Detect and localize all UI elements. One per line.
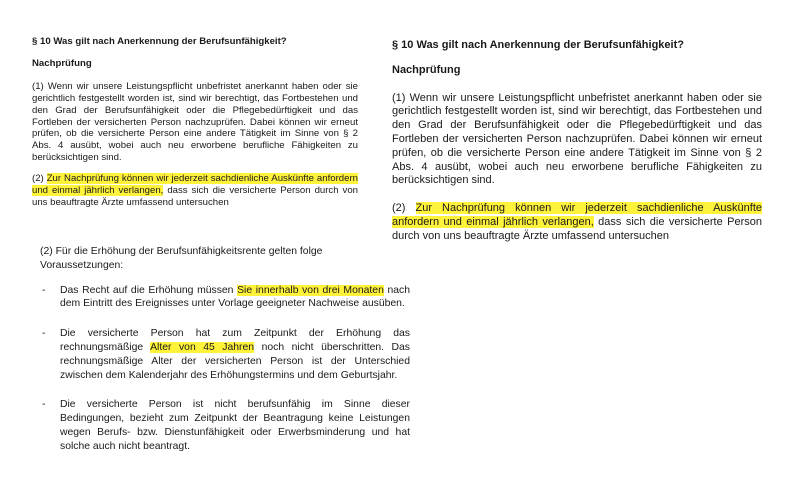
- paragraph-2-rest: dass sich die versicherte Person durch von uns beauftragte Ärzte umfassend untersuchen: [32, 185, 358, 208]
- document-excerpt-right: [392, 39, 762, 244]
- document-excerpt-left: [32, 36, 358, 208]
- list-item: [40, 327, 410, 382]
- paragraph-1: (1) Wenn wir unsere Leistungspflicht unbefristet anerkannt haben oder sie gerichtlich festgestellt worden ist, sind wir berechtigt, das Fortbestehen und den Grad der Berufsunfähigkeit oder die Pflegebedürftigkeit und das Fortleben der versicherten Person nachzuprüfen. Dabei können wir erneut prüfen, ob die versicherte Person eine andere Tätigkeit im Sinne von § 2 Abs. 4 ausübt, wobei auch neu erworbene berufliche Fähigkeiten zu berücksichtigen sind.: [392, 91, 762, 187]
- item-text-rest: noch nicht überschritten. Das rechnungsmäßige Alter der versicherten Person ist der Unterschied zwischen dem Kalenderjahr des Erhöhungstermins und dem Geburtsjahr.: [60, 341, 411, 381]
- section-title: § 10 Was gilt nach Anerkennung der Berufsunfähigkeit?: [392, 39, 684, 51]
- paragraph-2: [392, 202, 762, 243]
- item-text: Die versicherte Person ist nicht berufsunfähig im Sinne dieser Bedingungen, bezieht zum Zeitpunkt der Beantragung keine Leistungen wegen Berufs- bzw. Dienstunfähigkeit oder Erwerbsminderung und hat solche auch nicht beantragt.: [60, 399, 410, 452]
- list-item: [40, 398, 410, 453]
- paragraph-2: [32, 173, 358, 208]
- intro-line-2: Voraussetzungen:: [40, 259, 124, 271]
- item-text: Die versicherte Person hat zum Zeitpunkt der Erhöhung das rechnungsmäßige: [60, 328, 410, 353]
- highlighted-text: Zur Nachprüfung können wir jederzeit sachdienliche Auskünfte anfordern und einmal jährlich verlangen,: [392, 202, 762, 228]
- list-item: [40, 284, 410, 312]
- condition-list: [40, 284, 410, 454]
- paragraph-2-rest: dass sich die versicherte Person durch von uns beauftragte Ärzte umfassend untersuchen: [392, 215, 762, 242]
- paragraph-2-clip: [32, 173, 358, 208]
- paragraph-1: (1) Wenn wir unsere Leistungspflicht unbefristet anerkannt haben oder sie gerichtlich festgestellt worden ist, sind wir berechtigt, das Fortbestehen und den Grad der Berufsunfähigkeit oder die Pflegebedürftigkeit und das Fortleben der versicherten Person nachzuprüfen. Dabei können wir erneut prüfen, ob die versicherte Person eine andere Tätigkeit im Sinne von § 2 Abs. 4 ausübt, wobei auch neu erworbene berufliche Fähigkeiten zu berücksichtigen sind.: [32, 81, 358, 163]
- subsection-heading: Nachprüfung: [392, 63, 461, 76]
- intro-line-1: (2) Für die Erhöhung der Berufsunfähigkeitsrente gelten folge: [40, 246, 323, 257]
- item-text-rest: nach dem Eintritt des Ereignisses unter Vorlage geeigneter Nachweise ausüben.: [60, 284, 411, 310]
- paragraph-2-prefix: (2): [392, 202, 416, 215]
- highlighted-text: Sie innerhalb von drei Monaten: [237, 284, 384, 296]
- dash-bullet: -: [42, 284, 46, 296]
- paragraph-2-clip: [392, 202, 762, 244]
- subsection-heading: Nachprüfung: [32, 57, 92, 69]
- dash-bullet: -: [42, 399, 46, 411]
- highlighted-text: Zur Nachprüfung können wir jederzeit sachdienliche Auskünfte anfordern und einmal jährlich verlangen,: [32, 173, 358, 197]
- document-excerpt-bottom: [40, 245, 410, 470]
- item-text: Das Recht auf die Erhöhung müssen: [60, 284, 238, 296]
- intro-paragraph: [40, 245, 410, 273]
- dash-bullet: -: [42, 328, 46, 340]
- paragraph-2-prefix: (2): [32, 173, 47, 185]
- section-title: § 10 Was gilt nach Anerkennung der Berufsunfähigkeit?: [32, 36, 287, 47]
- highlighted-text: Alter von 45 Jahren: [150, 341, 255, 353]
